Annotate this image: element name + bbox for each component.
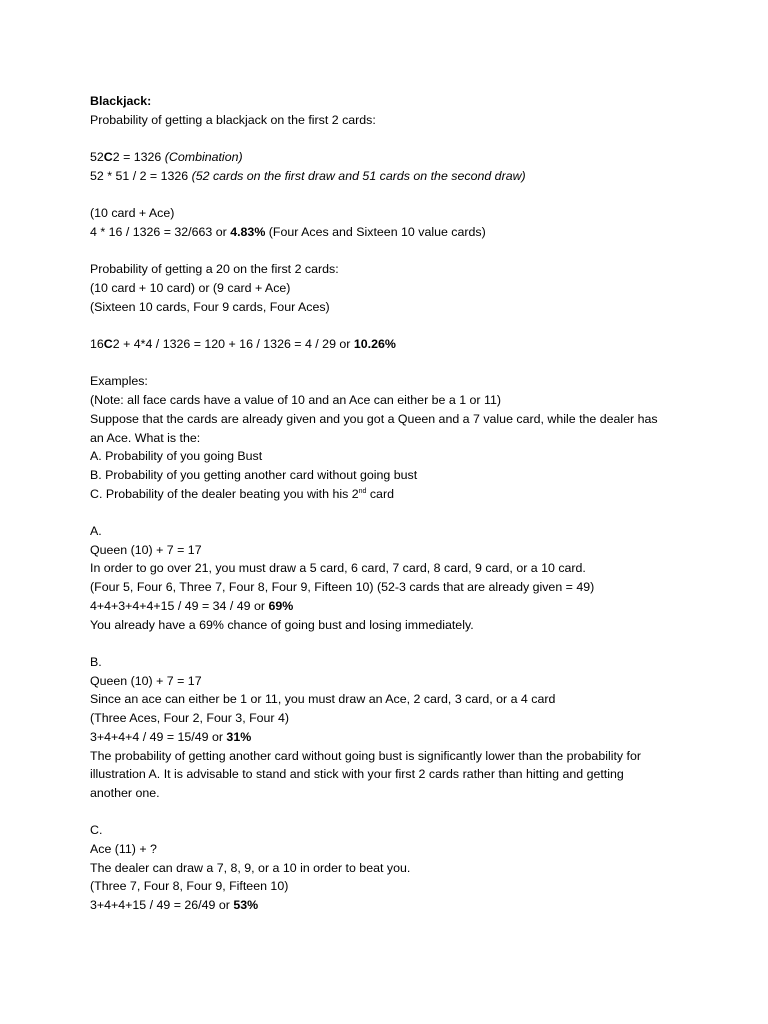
section-b-line: (Three Aces, Four 2, Four 3, Four 4) [90,711,290,726]
section-c-line: (Three 7, Four 8, Four 9, Fifteen 10) [90,879,289,894]
section-c-line: The dealer can draw a 7, 8, 9, or a 10 in order to beat you. [90,860,411,875]
section-c-result: 3+4+4+15 / 49 = 26/49 or 53% [90,898,259,913]
question-b: B. Probability of you getting another card without going bust [90,467,418,482]
blank-line [90,803,680,822]
section-b-line: Since an ace can either be 1 or 11, you must draw an Ace, 2 card, 3 card, or a 4 card [90,692,556,707]
section-b-line: another one. [90,785,160,800]
blank-line [90,634,680,653]
blackjack-combo: (10 card + Ace) [90,206,175,221]
blackjack-calculation: 4 * 16 / 1326 = 32/663 or 4.83% (Four Aces and Sixteen 10 value cards) [90,224,486,239]
section-a-result: 4+4+3+4+4+15 / 49 = 34 / 49 or 69% [90,598,294,613]
multiplication-formula: 52 * 51 / 2 = 1326 (52 cards on the first draw and 51 cards on the second draw) [90,168,526,183]
section-a-line: In order to go over 21, you must draw a 5 card, 6 card, 7 card, 8 card, 9 card, or a 10 card. [90,561,586,576]
section-c-line: Ace (11) + ? [90,842,157,856]
section-a-line: You already have a 69% chance of going bust and losing immediately. [90,617,474,632]
twenty-cards: (Sixteen 10 cards, Four 9 cards, Four Aces) [90,299,330,314]
section-c-label: C. [90,823,103,838]
blank-line [90,354,680,373]
blank-line [90,316,680,335]
document-body [90,92,680,915]
combination-formula: 52C2 = 1326 (Combination) [90,150,243,165]
blackjack-intro: Probability of getting a blackjack on the first 2 cards: [90,112,376,127]
examples-title: Examples: [90,374,148,389]
examples-suppose: Suppose that the cards are already given and you got a Queen and a 7 value card, while the dealer has [90,411,658,426]
question-c: C. Probability of the dealer beating you with his 2nd card [90,486,394,501]
twenty-calculation: 16C2 + 4*4 / 1326 = 120 + 16 / 1326 = 4 / 29 or 10.26% [90,337,396,352]
section-b-line: illustration A. It is advisable to stand and stick with your first 2 cards rather than hitting and getting [90,767,624,782]
blank-line [90,242,680,261]
examples-note: (Note: all face cards have a value of 10 and an Ace can either be a 1 or 11) [90,393,501,408]
section-a-line: Queen (10) + 7 = 17 [90,542,202,557]
section-a-line: (Four 5, Four 6, Three 7, Four 8, Four 9, Fifteen 10) (52-3 cards that are already given = 49) [90,580,595,595]
blank-line [90,503,680,522]
doc-heading: Blackjack: [90,94,152,108]
twenty-combo: (10 card + 10 card) or (9 card + Ace) [90,280,291,295]
blank-line [90,129,680,148]
section-b-label: B. [90,654,102,669]
blank-line [90,186,680,205]
section-b-line: The probability of getting another card without going bust is significantly lower than the probability for [90,748,642,763]
examples-suppose-cont: an Ace. What is the: [90,430,201,445]
question-a: A. Probability of you going Bust [90,449,263,464]
section-a-label: A. [90,524,102,539]
twenty-intro: Probability of getting a 20 on the first 2 cards: [90,262,339,277]
section-b-result: 3+4+4+4 / 49 = 15/49 or 31% [90,729,252,744]
section-b-line: Queen (10) + 7 = 17 [90,673,202,688]
